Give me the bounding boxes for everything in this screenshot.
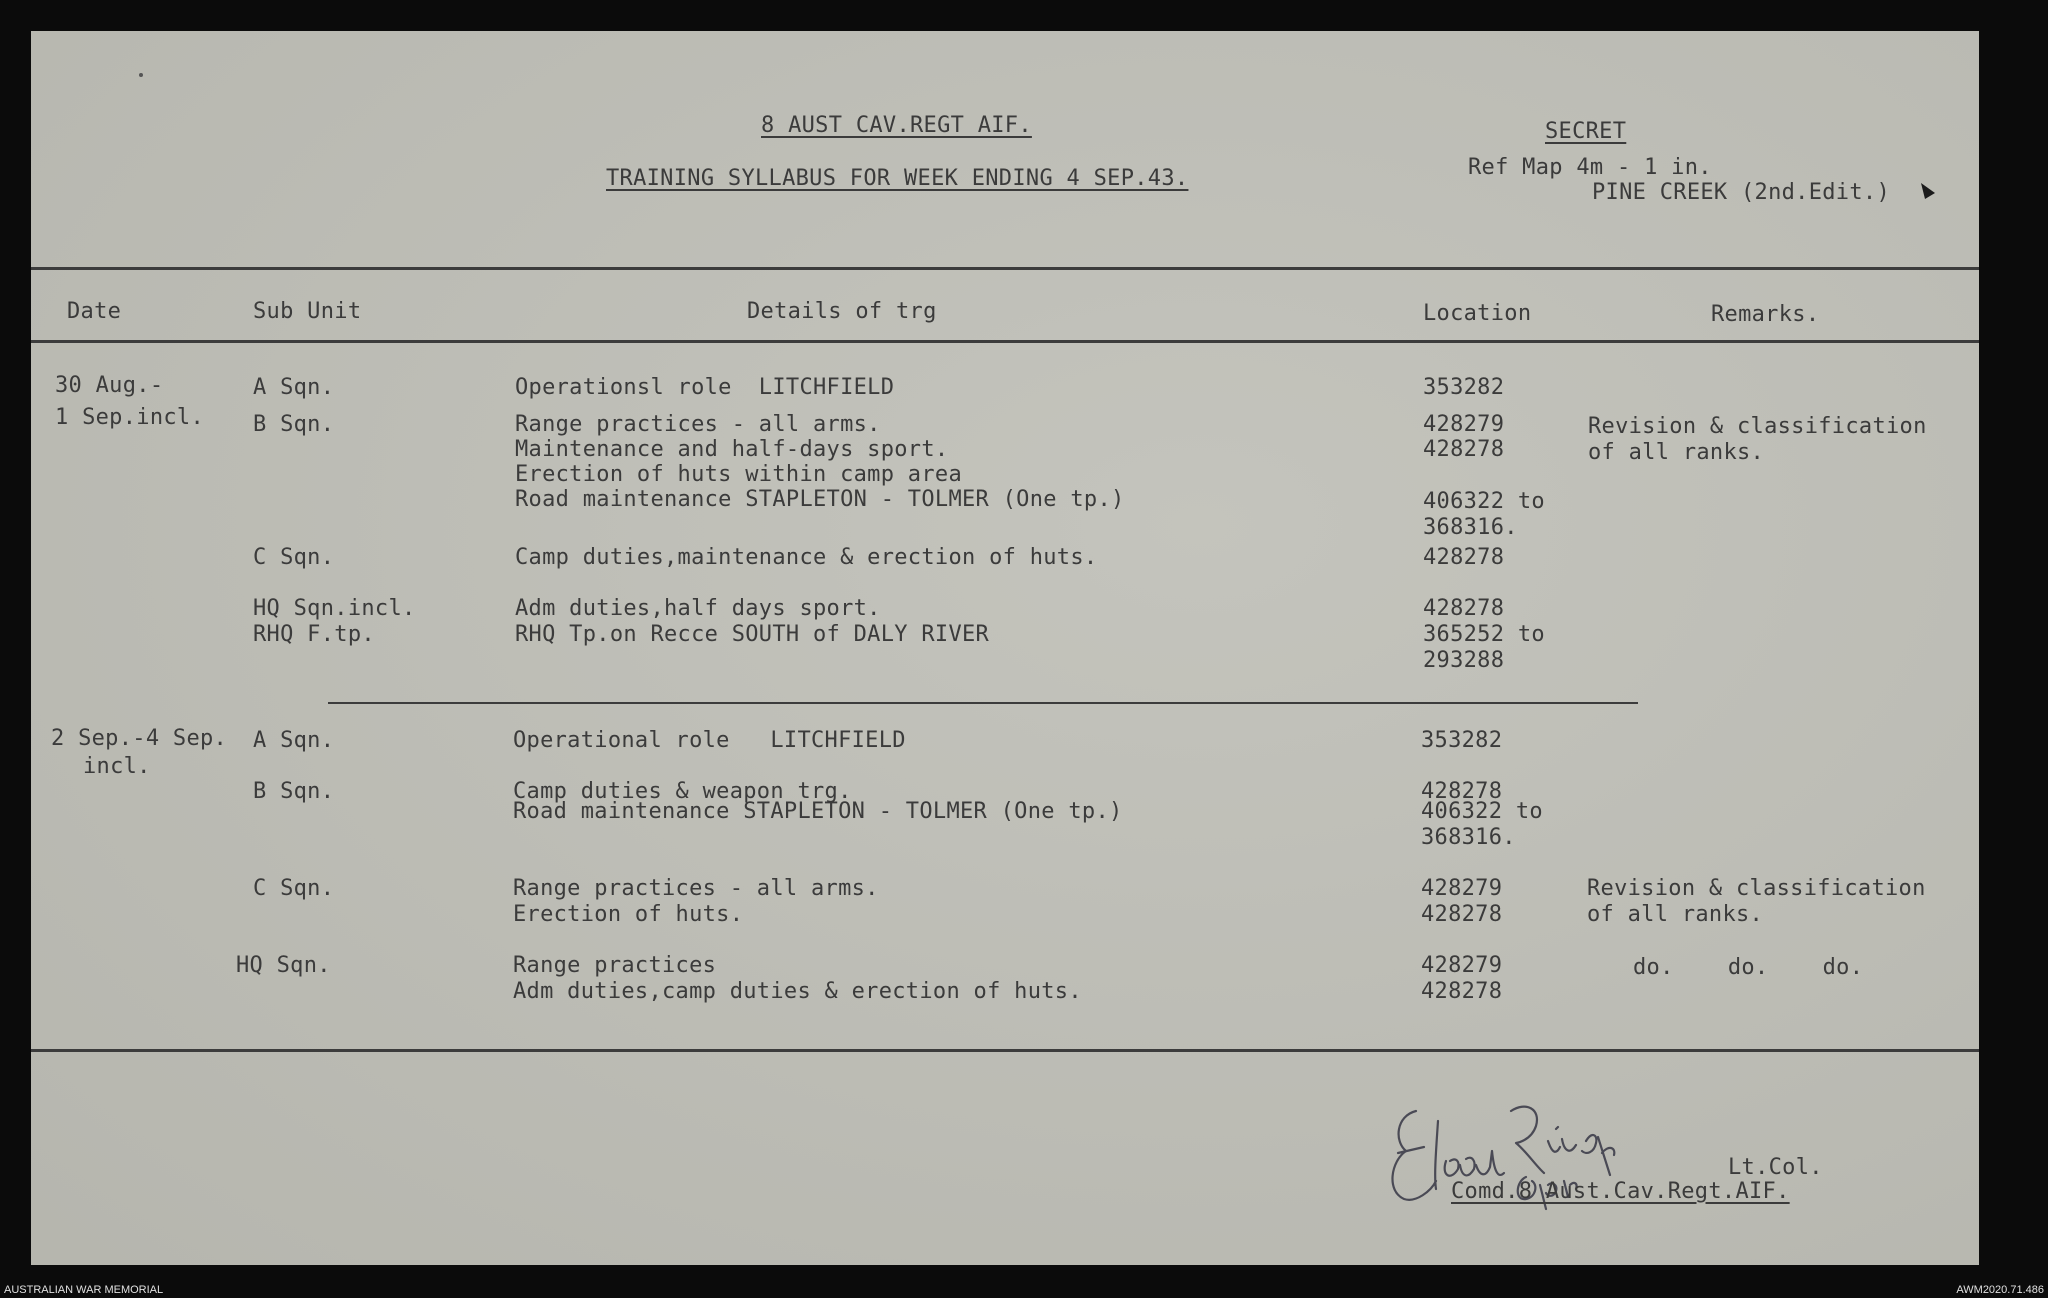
column-header-sub-unit: Sub Unit	[253, 299, 362, 324]
period1-b-location-3: 406322 to	[1423, 489, 1545, 514]
period1-hq-detail-2: RHQ Tp.on Recce SOUTH of DALY RIVER	[515, 622, 990, 647]
period1-b-location-2: 428278	[1423, 437, 1505, 462]
period2-b-location-2: 406322 to	[1421, 799, 1543, 824]
period2-c-location-1: 428279	[1421, 876, 1503, 901]
period2-b-sqn: B Sqn.	[253, 779, 335, 804]
period2-b-location-1: 428278	[1421, 779, 1503, 804]
period2-b-detail-2: Road maintenance STAPLETON - TOLMER (One tp.)	[513, 799, 1123, 824]
period2-hq-remark: do. do. do.	[1633, 955, 1864, 980]
period2-c-detail-2: Erection of huts.	[513, 902, 744, 927]
period2-a-location: 353282	[1421, 728, 1503, 753]
bottom-rule	[31, 1049, 1979, 1052]
period1-a-location: 353282	[1423, 375, 1505, 400]
period2-hq-location-2: 428278	[1421, 979, 1503, 1004]
period1-hq-sqn-line-2: RHQ F.tp.	[253, 622, 375, 647]
document-page	[31, 31, 1979, 1265]
period1-a-sqn: A Sqn.	[253, 375, 335, 400]
period1-hq-location-1: 428278	[1423, 596, 1505, 621]
period2-c-detail-1: Range practices - all arms.	[513, 876, 879, 901]
period1-b-remark-2: of all ranks.	[1588, 440, 1765, 465]
period1-b-detail-3: Erection of huts within camp area	[515, 462, 962, 487]
period2-b-location-3: 368316.	[1421, 825, 1516, 850]
period1-b-remark-1: Revision & classification	[1588, 414, 1927, 439]
period2-date-line-1: 2 Sep.-4 Sep.	[51, 726, 228, 751]
period1-b-detail-1: Range practices - all arms.	[515, 412, 881, 437]
period-divider	[328, 702, 1638, 704]
period1-b-sqn: B Sqn.	[253, 412, 335, 437]
period2-b-detail-1: Camp duties & weapon trg.	[513, 779, 852, 804]
period1-a-detail: Operationsl role LITCHFIELD	[515, 375, 895, 400]
period2-c-remark-1: Revision & classification	[1587, 876, 1926, 901]
period2-hq-detail-2: Adm duties,camp duties & erection of huts.	[513, 979, 1082, 1004]
period2-hq-detail-1: Range practices	[513, 953, 717, 978]
period1-b-detail-4: Road maintenance STAPLETON - TOLMER (One tp.)	[515, 487, 1125, 512]
top-rule	[31, 267, 1979, 270]
signatory-rank: Lt.Col.	[1728, 1155, 1823, 1180]
period1-date-line-1: 30 Aug.-	[55, 373, 164, 398]
accession-number: AWM2020.71.486	[1956, 1284, 2044, 1296]
document-title: TRAINING SYLLABUS FOR WEEK ENDING 4 SEP.43.	[606, 166, 1189, 191]
period2-date-line-2: incl.	[83, 754, 151, 779]
paper-tear-mark	[1919, 181, 1939, 203]
column-header-details: Details of trg	[747, 299, 937, 324]
column-header-remarks: Remarks.	[1711, 302, 1820, 327]
period2-c-location-2: 428278	[1421, 902, 1503, 927]
period1-c-detail: Camp duties,maintenance & erection of huts.	[515, 545, 1098, 570]
period1-c-sqn: C Sqn.	[253, 545, 335, 570]
period1-hq-detail-1: Adm duties,half days sport.	[515, 596, 881, 621]
period1-hq-location-3: 293288	[1423, 648, 1505, 673]
period1-b-location-1: 428279	[1423, 412, 1505, 437]
period1-hq-location-2: 365252 to	[1423, 622, 1545, 647]
period1-date-line-2: 1 Sep.incl.	[55, 405, 204, 430]
period2-c-sqn: C Sqn.	[253, 876, 335, 901]
ref-map-line-1: Ref Map 4m - 1 in.	[1468, 155, 1712, 180]
unit-heading: 8 AUST CAV.REGT AIF.	[761, 113, 1032, 138]
ref-map-line-2: PINE CREEK (2nd.Edit.)	[1592, 180, 1890, 205]
classification-label: SECRET	[1545, 119, 1627, 144]
signatory-appointment: Comd.8 Aust.Cav.Regt.AIF.	[1451, 1179, 1790, 1204]
period2-c-remark-2: of all ranks.	[1587, 902, 1764, 927]
period1-b-location-4: 368316.	[1423, 515, 1518, 540]
paper-mark	[139, 73, 143, 77]
header-rule	[31, 340, 1979, 343]
period2-a-detail: Operational role LITCHFIELD	[513, 728, 906, 753]
period2-a-sqn: A Sqn.	[253, 728, 335, 753]
period1-b-detail-2: Maintenance and half-days sport.	[515, 437, 949, 462]
period1-hq-sqn-line-1: HQ Sqn.incl.	[253, 596, 416, 621]
handwritten-signature	[1376, 1081, 1706, 1231]
period1-c-location: 428278	[1423, 545, 1505, 570]
period2-hq-sqn: HQ Sqn.	[236, 953, 331, 978]
column-header-location: Location	[1423, 301, 1532, 326]
column-header-date: Date	[67, 299, 122, 324]
institution-credit: AUSTRALIAN WAR MEMORIAL	[4, 1284, 164, 1296]
period2-hq-location-1: 428279	[1421, 953, 1503, 978]
